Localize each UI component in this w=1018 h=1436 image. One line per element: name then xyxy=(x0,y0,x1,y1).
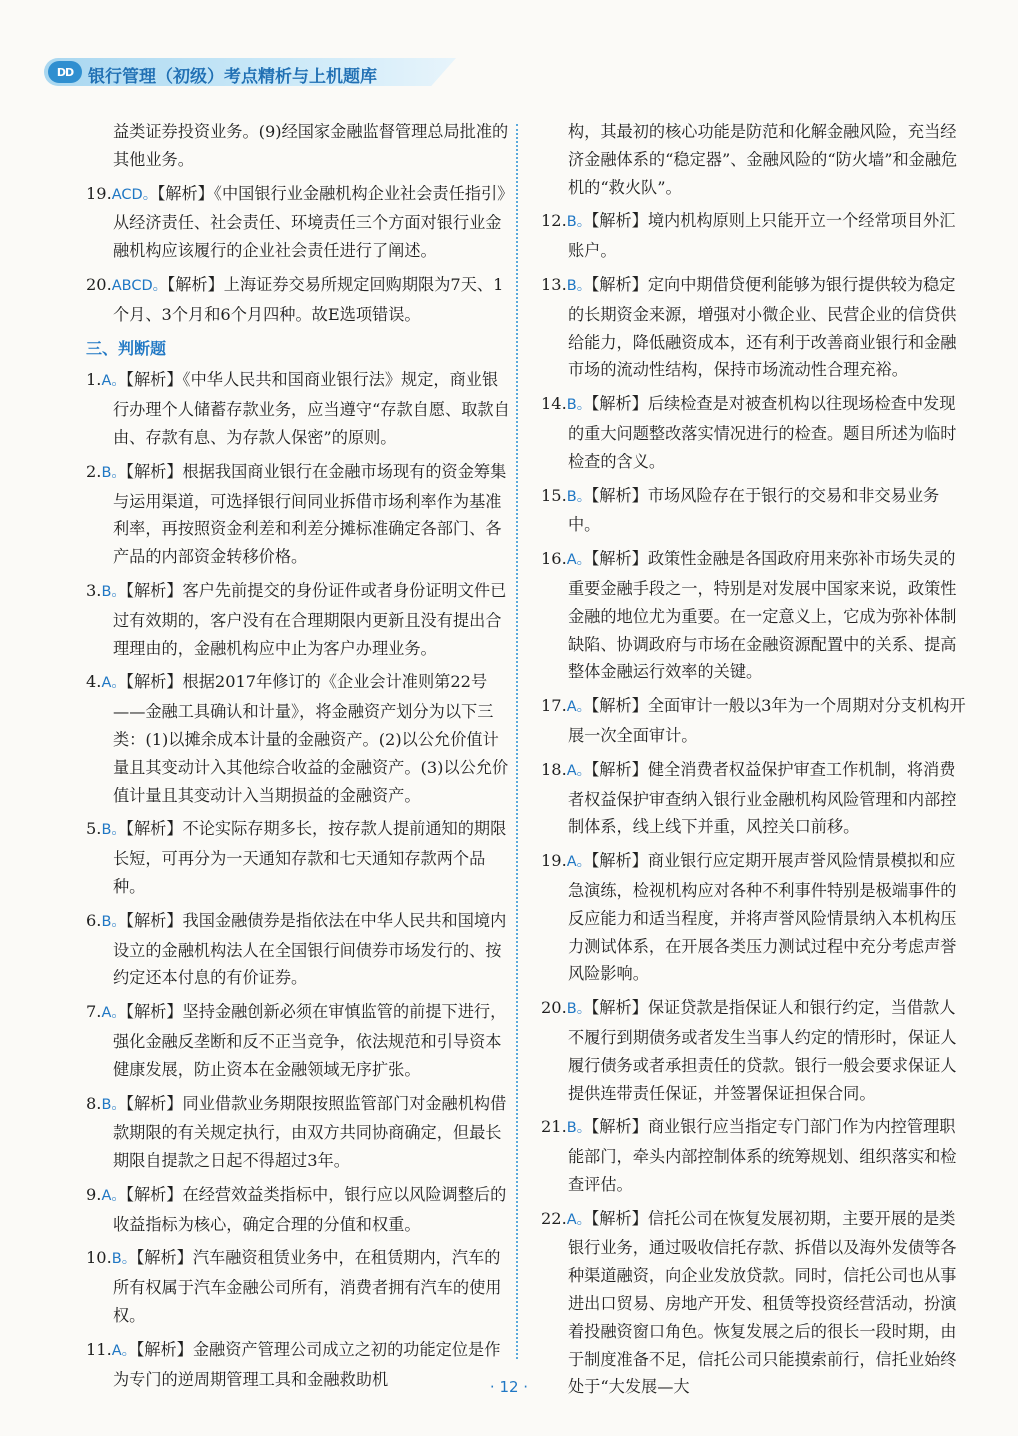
answer-key: A。 xyxy=(101,373,126,390)
explanation: 【解析】全面审计一般以3年为一个周期对分支机构开展一次全面审计。 xyxy=(568,696,966,745)
item-number: 3. xyxy=(86,580,102,600)
answer-item xyxy=(541,994,967,1107)
answer-item xyxy=(86,577,512,662)
answer-key: B。 xyxy=(101,1096,126,1113)
page-number: · 12 · xyxy=(489,1378,529,1396)
continuation-text: 益类证券投资业务。(9)经国家金融监督管理总局批准的其他业务。 xyxy=(113,122,509,169)
answer-key: B。 xyxy=(111,1251,137,1268)
item-number: 20. xyxy=(541,998,567,1018)
explanation: 【解析】在经营效益类指标中，银行应以风险调整后的收益指标为核心，确定合理的分值和权重。 xyxy=(113,1184,507,1234)
answer-item xyxy=(86,458,512,571)
item-number: 18. xyxy=(541,759,567,779)
item-number: 21. xyxy=(541,1117,567,1137)
explanation: 【解析】《中国银行业金融机构企业社会责任指引》从经济责任、社会责任、环境责任三个方面对银行业金融机构应该履行的企业社会责任进行了阐述。 xyxy=(113,183,506,261)
item-number: 1. xyxy=(86,370,102,390)
answer-item xyxy=(86,668,512,809)
book-title: 银行管理（初级）考点精析与上机题库 xyxy=(88,67,377,87)
explanation: 【解析】同业借款业务期限按照监管部门对金融机构借款期限的有关规定执行，由双方共同协商确定，但最长期限自提款之日起不得超过3年。 xyxy=(113,1093,507,1171)
explanation: 【解析】客户先前提交的身份证件或者身份证明文件已过有效期的，客户没有在合理期限内更新且没有提出合理理由的，金融机构应中止为客户办理业务。 xyxy=(113,580,507,658)
left-column xyxy=(86,118,512,1399)
answer-key: B。 xyxy=(101,464,126,481)
answer-key: B。 xyxy=(101,583,126,600)
answer-item xyxy=(541,692,967,750)
answer-key: A。 xyxy=(101,675,126,692)
answer-item xyxy=(541,1113,967,1198)
explanation: 【解析】保证贷款是指保证人和银行约定，当借款人不履行到期债务或者发生当事人约定的情形时，保证人履行债务或者承担责任的贷款。银行一般会要求保证人提供连带责任保证，并签署保证担保合同。 xyxy=(568,998,957,1103)
explanation: 【解析】健全消费者权益保护审查工作机制，将消费者权益保护审查纳入银行业金融机构风险管理和内部控制体系，线上线下并重，风控关口前移。 xyxy=(568,759,957,837)
answer-key: B。 xyxy=(566,397,592,414)
column-divider xyxy=(516,124,518,1359)
answer-key: ACD。 xyxy=(111,186,158,203)
item-number: 2. xyxy=(86,461,102,481)
item-number: 19. xyxy=(541,851,567,871)
answer-key: ABCD。 xyxy=(111,277,168,294)
answer-item xyxy=(541,482,967,540)
answer-key: B。 xyxy=(101,913,126,930)
item-number: 5. xyxy=(86,819,102,839)
explanation: 【解析】我国金融债券是指依法在中华人民共和国境内设立的金融机构法人在全国银行间债券市场发行的、按约定还本付息的有价证券。 xyxy=(113,910,507,988)
section-heading: 三、判断题 xyxy=(86,338,167,358)
right-column xyxy=(541,118,967,1407)
explanation: 【解析】信托公司在恢复发展初期，主要开展的是类银行业务，通过吸收信托存款、拆借以及海外发债等各种渠道融资，向企业发放贷款。同时，信托公司也从事进出口贸易、房地产开发、租赁等投资经营活动，扮演着投融资窗口角色。恢复发展之后的很长一段时期，由于制度准备不足，信托公司只能摸索前行，信托业始终处于“大发展—大 xyxy=(568,1208,957,1397)
answer-item xyxy=(86,815,512,900)
explanation: 【解析】金融资产管理公司成立之初的功能定位是作为专门的逆周期管理工具和金融救助机 xyxy=(113,1339,501,1389)
answer-key: B。 xyxy=(101,822,126,839)
item-number: 15. xyxy=(541,485,567,505)
answer-key: A。 xyxy=(111,1342,137,1359)
explanation: 【解析】境内机构原则上只能开立一个经常项目外汇账户。 xyxy=(568,211,956,261)
item-number: 17. xyxy=(541,696,567,716)
explanation: 【解析】市场风险存在于银行的交易和非交易业务中。 xyxy=(568,485,940,535)
answer-item xyxy=(86,366,512,451)
item-number: 14. xyxy=(541,394,567,414)
answer-item xyxy=(541,1205,967,1402)
explanation: 【解析】《中华人民共和国商业银行法》规定，商业银行办理个人储蓄存款业务，应当遵守“存款自愿、取款自由、存款有息、为存款人保密”的原则。 xyxy=(113,370,510,447)
explanation: 【解析】根据2017年修订的《企业会计准则第22号——金融工具确认和计量》，将金融资产划分为以下三类：(1)以摊余成本计量的金融资产。(2)以公允价值计量且其变动计入其他综合收益的金融资产。(3)以公允价值计量且其变动计入当期损益的金融资产。 xyxy=(113,672,509,805)
item-number: 9. xyxy=(86,1184,102,1204)
answer-key: A。 xyxy=(101,1005,126,1022)
answer-item xyxy=(541,756,967,841)
answer-key: A。 xyxy=(566,762,592,779)
answer-key: B。 xyxy=(566,277,592,294)
explanation: 【解析】不论实际存期多长，按存款人提前通知的期限长短，可再分为一天通知存款和七天通知存款两个品种。 xyxy=(113,819,507,896)
explanation: 【解析】后续检查是对被查机构以往现场检查中发现的重大问题整改落实情况进行的检查。题目所述为临时检查的含义。 xyxy=(568,394,957,471)
explanation: 【解析】政策性金融是各国政府用来弥补市场失灵的重要金融手段之一，特别是对发展中国家来说，政策性金融的地位尤为重要。在一定意义上，它成为弥补体制缺陷、协调政府与市场在金融资源配置中的关系、提高整体金融运行效率的关键。 xyxy=(568,549,957,682)
item-number: 22. xyxy=(541,1208,567,1228)
answer-item xyxy=(541,390,967,475)
continuation-text: 构，其最初的核心功能是防范和化解金融风险，充当经济金融体系的“稳定器”、金融风险的“防火墙”和金融危机的“救火队”。 xyxy=(568,122,958,197)
answer-key: A。 xyxy=(566,854,592,871)
answer-item xyxy=(541,847,967,988)
item-number: 10. xyxy=(86,1248,112,1268)
answer-item xyxy=(541,207,967,265)
explanation: 【解析】坚持金融创新必须在审慎监管的前提下进行，强化金融反垄断和反不正当竞争，依法规范和引导资本健康发展，防止资本在金融领域无序扩张。 xyxy=(113,1002,507,1079)
answer-item xyxy=(86,1181,512,1239)
answer-item xyxy=(86,907,512,992)
item-number: 4. xyxy=(86,672,102,692)
item-number: 6. xyxy=(86,910,102,930)
answer-item xyxy=(86,1090,512,1175)
page-header xyxy=(44,56,464,90)
explanation: 【解析】商业银行应当指定专门部门作为内控管理职能部门，牵头内部控制体系的统筹规划、组织落实和检查评估。 xyxy=(568,1117,957,1194)
item-number: 11. xyxy=(86,1339,112,1359)
answer-key: B。 xyxy=(566,1001,592,1018)
answer-item xyxy=(541,545,967,686)
answer-item xyxy=(86,271,512,329)
item-number: 13. xyxy=(541,274,567,294)
answer-item xyxy=(86,998,512,1083)
item-number: 12. xyxy=(541,211,567,231)
item-number: 20. xyxy=(86,274,112,294)
answer-key: B。 xyxy=(566,1120,592,1137)
answer-key: A。 xyxy=(566,699,592,716)
answer-item xyxy=(86,180,512,265)
explanation: 【解析】根据我国商业银行在金融市场现有的资金筹集与运用渠道，可选择银行间同业拆借市场利率作为基准利率，再按照资金利差和利差分摊标准确定各部门、各产品的内部资金转移价格。 xyxy=(113,461,507,567)
explanation: 【解析】上海证券交易所规定回购期限为7天、1个月、3个月和6个月四种。故E选项错误。 xyxy=(113,274,504,324)
answer-key: B。 xyxy=(566,214,592,231)
answer-key: A。 xyxy=(566,1211,592,1228)
logo-icon: DD xyxy=(48,61,82,83)
answer-key: B。 xyxy=(566,488,592,505)
item-number: 8. xyxy=(86,1093,102,1113)
item-number: 19. xyxy=(86,183,112,203)
explanation: 【解析】定向中期借贷便利能够为银行提供较为稳定的长期资金来源，增强对小微企业、民营企业的信贷供给能力，降低融资成本，还有利于改善商业银行和金融市场的流动性结构，保持市场流动性合理充裕。 xyxy=(568,274,957,380)
explanation: 【解析】汽车融资租赁业务中，在租赁期内，汽车的所有权属于汽车金融公司所有，消费者拥有汽车的使用权。 xyxy=(113,1248,502,1326)
answer-key: A。 xyxy=(566,552,592,569)
item-number: 7. xyxy=(86,1002,102,1022)
answer-item xyxy=(86,1244,512,1329)
item-number: 16. xyxy=(541,549,567,569)
explanation: 【解析】商业银行应定期开展声誉风险情景模拟和应急演练，检视机构应对各种不利事件特别是极端事件的反应能力和适当程度，并将声誉风险情景纳入本机构压力测试体系，在开展各类压力测试过程中充分考虑声誉风险影响。 xyxy=(568,851,957,984)
answer-item xyxy=(541,271,967,384)
answer-key: A。 xyxy=(101,1187,126,1204)
